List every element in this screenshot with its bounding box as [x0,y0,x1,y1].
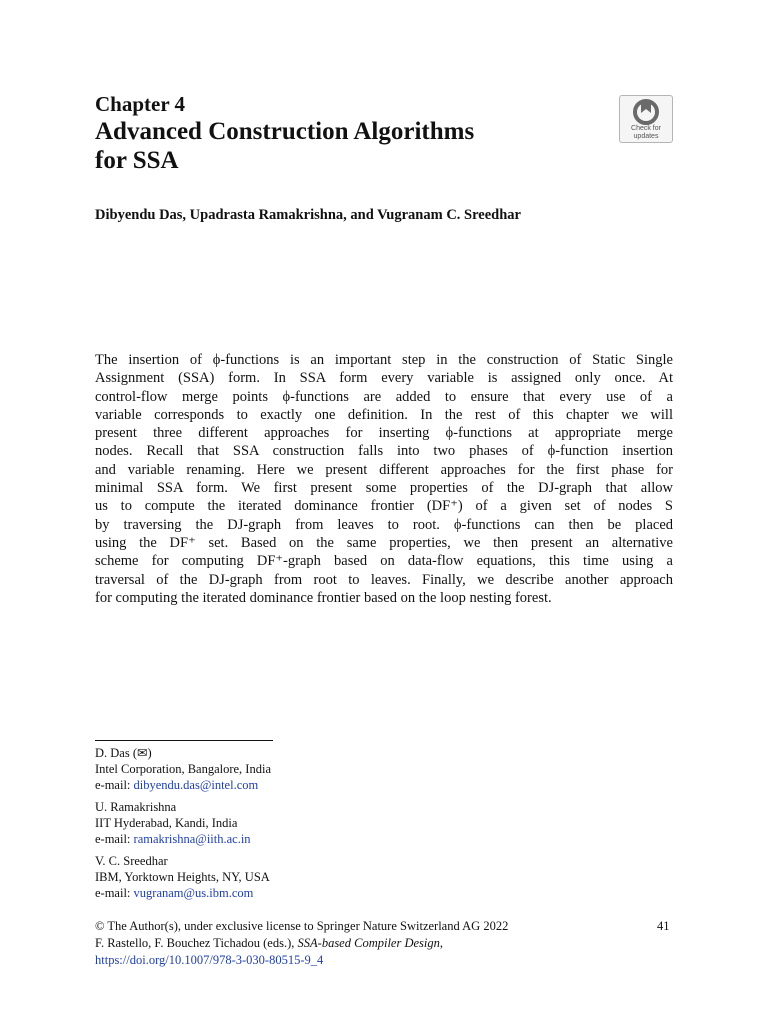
abstract-line: present three different approaches for inserting ϕ-functions at appropriate merge [95,425,673,442]
abstract-line: minimal SSA form. We first present some properties of the DJ-graph that allow [95,480,673,497]
badge-text [621,125,671,140]
abstract-line: control-flow merge points ϕ-functions are added to ensure that every use of a [95,388,673,405]
page-number: 41 [657,919,670,933]
abstract-line: The insertion of ϕ-functions is an important step in the construction of Static Single [95,352,673,368]
affiliation-ramakrishna [95,799,251,847]
book-title: SSA-based Compiler Design [297,936,440,950]
affiliation-email-row [95,885,270,901]
affiliation-org: IBM, Yorktown Heights, NY, USA [95,870,270,884]
email-link[interactable]: dibyendu.das@intel.com [133,778,259,792]
email-label: e-mail: [95,778,134,792]
email-label: e-mail: [95,886,134,900]
abstract-line: and variable renaming. Here we present different approaches for the first phase for [95,461,673,478]
affiliation-name: U. Ramakrishna [95,800,177,814]
citation-line [95,936,443,951]
abstract-line: using the DF⁺ set. Based on the same properties, we then present an alternative [95,534,673,551]
affiliation-das [95,745,271,793]
affiliation-org: IIT Hyderabad, Kandi, India [95,816,238,830]
affiliation-name: V. C. Sreedhar [95,854,168,868]
abstract-line: us to compute the iterated dominance frontier (DF⁺) of a given set of nodes S [95,498,673,515]
copyright-line: © The Author(s), under exclusive license to Springer Nature Switzerland AG 2022 [95,919,509,933]
doi-link[interactable]: https://doi.org/10.1007/978-3-030-80515-9_4 [95,953,324,967]
email-label: e-mail: [95,832,134,846]
chapter-label: Chapter 4 [95,92,186,116]
badge-text-line-1: Check for [631,125,661,132]
email-link[interactable]: ramakrishna@iith.ac.in [133,832,251,846]
affiliation-sreedhar [95,853,270,901]
editors-text: F. Rastello, F. Bouchez Tichadou (eds.), [95,936,298,950]
check-for-updates-badge[interactable] [619,95,673,143]
citation-punctuation: , [439,936,443,950]
chapter-title-line-1: Advanced Construction Algorithms [95,118,475,145]
authors: Dibyendu Das, Upadrasta Ramakrishna, and Vugranam C. Sreedhar [95,207,521,223]
footnote-rule [95,740,273,741]
chapter-title [95,117,474,175]
email-link[interactable]: vugranam@us.ibm.com [133,886,254,900]
abstract-line: scheme for computing DF⁺-graph based on data-flow equations, this time using a [95,553,673,570]
abstract-line: for computing the iterated dominance frontier based on the loop nesting forest. [95,589,552,606]
affiliation-email-row [95,831,251,847]
abstract-line: traversal of the DJ-graph from root to leaves. Finally, we describe another approach [95,571,673,588]
abstract-line: by traversing the DJ-graph from leaves to root. ϕ-functions can then be placed [95,516,673,533]
abstract-line: nodes. Recall that SSA construction falls into two phases of ϕ-function insertion [95,443,673,460]
badge-text-line-2: updates [633,132,659,140]
affiliation-name: D. Das (✉) [95,746,152,760]
chapter-title-line-2: for SSA [95,147,179,174]
abstract [95,351,673,607]
check-for-updates-icon [632,99,660,125]
affiliation-email-row [95,777,271,793]
affiliation-org: Intel Corporation, Bangalore, India [95,762,271,776]
abstract-line: Assignment (SSA) form. In SSA form every variable is assigned only once. At [95,370,673,387]
abstract-line: variable corresponds to exactly one definition. In the rest of this chapter we will [95,406,673,423]
